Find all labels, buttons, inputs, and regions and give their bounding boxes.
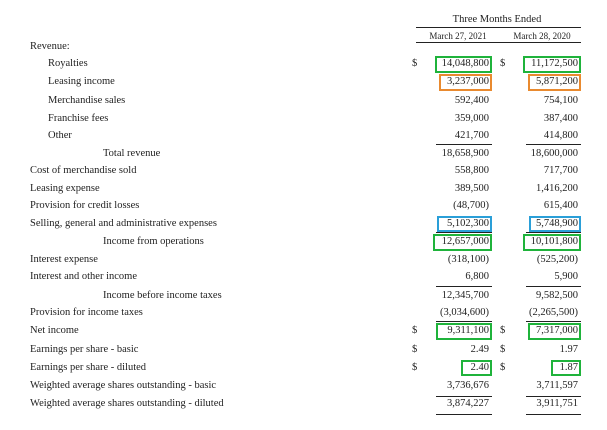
- rule-before-ops-2020: [526, 232, 581, 233]
- value-2020: 18,600,000: [530, 148, 578, 159]
- value-2020: 11,172,500: [531, 58, 578, 69]
- value-2020: 414,800: [543, 130, 578, 141]
- rule-shares-diluted-2021: [436, 414, 492, 415]
- value-2021: 421,700: [454, 130, 489, 141]
- row-label: Interest expense: [30, 254, 98, 265]
- row-label: Interest and other income: [30, 271, 137, 282]
- currency-symbol-2020: $: [500, 325, 506, 336]
- header-col-underline: [416, 42, 581, 43]
- highlight-eps-diluted-2020: [551, 360, 581, 376]
- value-2021: 3,874,227: [447, 398, 489, 409]
- value-2021: 558,800: [454, 165, 489, 176]
- value-2021: (48,700): [453, 200, 489, 211]
- value-2021: (318,100): [447, 254, 489, 265]
- value-2020: (2,265,500): [529, 307, 578, 318]
- value-2020: 754,100: [543, 95, 578, 106]
- value-2021: 2.40: [470, 362, 489, 373]
- row-label: Weighted average shares outstanding - basic: [30, 380, 217, 391]
- column-group-title: Three Months Ended: [452, 14, 542, 25]
- row-label: Total revenue: [103, 148, 161, 159]
- currency-symbol-2020: $: [500, 344, 506, 355]
- highlight-leasing-2021: [439, 74, 492, 91]
- row-label: Provision for income taxes: [30, 307, 143, 318]
- value-2020: 7,317,000: [536, 325, 578, 336]
- row-label: Selling, general and administrative expenses: [30, 218, 217, 229]
- header-group-underline: [416, 27, 581, 28]
- currency-symbol-2021: $: [412, 325, 418, 336]
- value-2021: (3,034,600): [440, 307, 489, 318]
- rule-shares-diluted-2020: [526, 414, 581, 415]
- value-2020: 1.97: [559, 344, 578, 355]
- highlight-royalties-2021: [435, 56, 492, 73]
- currency-symbol-2021: $: [412, 362, 418, 373]
- value-2020: 5,748,900: [536, 218, 578, 229]
- highlight-operations-2021: [433, 234, 492, 251]
- value-2021: 359,000: [454, 113, 489, 124]
- value-2021: 12,657,000: [441, 236, 489, 247]
- rule-before-total-revenue: [436, 144, 492, 145]
- value-2021: 18,658,900: [441, 148, 489, 159]
- rule-before-ibt-2021: [436, 286, 492, 287]
- value-2020: 717,700: [543, 165, 578, 176]
- row-label: Income before income taxes: [103, 290, 222, 301]
- highlight-netincome-2020: [528, 323, 581, 340]
- currency-symbol-2021: $: [412, 58, 418, 69]
- rule-before-ibt-2020: [526, 286, 581, 287]
- value-2020: 1,416,200: [536, 183, 578, 194]
- row-label: Royalties: [48, 58, 88, 69]
- row-label: Leasing income: [48, 76, 115, 87]
- value-2020: 3,711,597: [536, 380, 578, 391]
- row-label: Franchise fees: [48, 113, 109, 124]
- highlight-leasing-2020: [528, 74, 581, 91]
- currency-symbol-2020: $: [500, 58, 506, 69]
- row-label: Other: [48, 130, 72, 141]
- value-2021: 592,400: [454, 95, 489, 106]
- value-2020: 5,871,200: [536, 76, 578, 87]
- value-2020: 10,101,800: [530, 236, 578, 247]
- row-label: Merchandise sales: [48, 95, 126, 106]
- highlight-sga-2020: [529, 216, 581, 232]
- value-2021: 3,237,000: [447, 76, 489, 87]
- rule-before-net-2021: [436, 321, 492, 322]
- row-label: Revenue:: [30, 41, 70, 52]
- value-2021: 12,345,700: [441, 290, 489, 301]
- value-2020: 5,900: [554, 271, 578, 282]
- row-label: Net income: [30, 325, 79, 336]
- highlight-eps-diluted-2021: [461, 360, 492, 376]
- row-label: Income from operations: [103, 236, 204, 247]
- value-2020: (525,200): [536, 254, 578, 265]
- rule-shares-basic-2021: [436, 396, 492, 397]
- row-label: Leasing expense: [30, 183, 100, 194]
- highlight-netincome-2021: [436, 323, 492, 340]
- column-header-2021: March 27, 2021: [429, 31, 487, 41]
- value-2021: 5,102,300: [447, 218, 489, 229]
- row-label: Earnings per share - diluted: [30, 362, 147, 373]
- highlight-royalties-2020: [523, 56, 581, 73]
- value-2021: 3,736,676: [447, 380, 489, 391]
- value-2021: 2.49: [470, 344, 489, 355]
- value-2021: 14,048,800: [441, 58, 489, 69]
- highlight-operations-2020: [523, 234, 581, 251]
- value-2021: 6,800: [465, 271, 489, 282]
- row-label: Weighted average shares outstanding - diluted: [30, 398, 224, 409]
- value-2020: 387,400: [543, 113, 578, 124]
- value-2020: 1.87: [559, 362, 578, 373]
- rule-shares-basic-2020: [526, 396, 581, 397]
- value-2020: 3,911,751: [536, 398, 578, 409]
- value-2020: 9,582,500: [536, 290, 578, 301]
- row-label: Earnings per share - basic: [30, 344, 139, 355]
- row-label: Provision for credit losses: [30, 200, 140, 211]
- value-2020: 615,400: [543, 200, 578, 211]
- currency-symbol-2020: $: [500, 362, 506, 373]
- rule-before-net-2020: [526, 321, 581, 322]
- currency-symbol-2021: $: [412, 344, 418, 355]
- column-header-2020: March 28, 2020: [513, 31, 571, 41]
- rule-before-total-revenue-2020: [526, 144, 581, 145]
- row-label: Cost of merchandise sold: [30, 165, 137, 176]
- rule-before-ops-2021: [436, 232, 492, 233]
- highlight-sga-2021: [437, 216, 492, 232]
- value-2021: 9,311,100: [447, 325, 489, 336]
- value-2021: 389,500: [454, 183, 489, 194]
